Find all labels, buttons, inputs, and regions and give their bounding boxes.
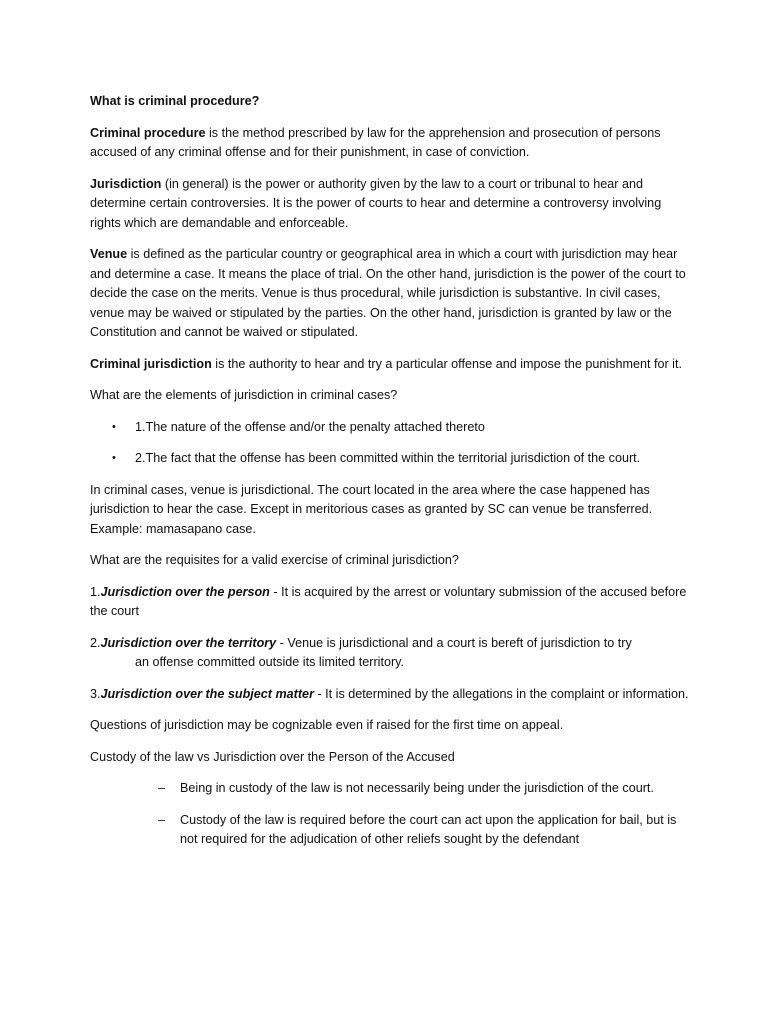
- requisite-text: - Venue is jurisdictional and a court is bereft of jurisdiction to try: [276, 635, 632, 650]
- heading-custody: Custody of the law vs Jurisdiction over the Person of the Accused: [90, 749, 455, 764]
- question-requisites: What are the requisites for a valid exercise of criminal jurisdiction?: [90, 553, 459, 567]
- custody-text: Being in custody of the law is not necessarily being under the jurisdiction of the court.: [180, 781, 654, 795]
- custody-list: [90, 779, 690, 850]
- requisite-number: 2.: [90, 635, 101, 650]
- definition-jurisdiction: (in general) is the power or authority given by the law to a court or tribunal to hear and determine certain controversies. It is the power of courts to hear and determine a controversy involving rights which are demandable and enforceable.: [90, 176, 662, 230]
- term-jurisdiction: Jurisdiction: [90, 176, 162, 191]
- definition-criminal-procedure: is the method prescribed by law for the apprehension and prosecution of persons accused of any criminal offense and for their punishment, in case of conviction.: [90, 125, 661, 159]
- paragraph-venue: [90, 245, 690, 343]
- definition-criminal-jurisdiction: is the authority to hear and try a particular offense and impose the punishment for it.: [211, 356, 682, 371]
- requisite-term: Jurisdiction over the subject matter: [100, 686, 314, 701]
- term-criminal-procedure: Criminal procedure: [90, 125, 206, 140]
- term-venue: Venue: [90, 247, 128, 261]
- requisite-continuation: an offense committed outside its limited territory.: [135, 655, 405, 669]
- paragraph-venue-jurisdictional: In criminal cases, venue is jurisdictional. The court located in the area where the case happened has jurisdiction to hear the case. Except in meritorious cases as granted by SC can venue be transferred. Example: mamasapano case.: [90, 482, 653, 536]
- requisite-subject-matter: [90, 685, 690, 705]
- question-criminal-procedure: What is criminal procedure?: [90, 94, 260, 108]
- document-page: [90, 92, 690, 862]
- definition-venue: is defined as the particular country or geographical area in which a court with jurisdiction may hear and determine a case. It means the place of trial. On the other hand, jurisdiction is the power of the court to decide the case on the merits. Venue is thus procedural, while jurisdiction is substantive. In civil cases, venue may be waived or stipulated by the parties. On the other hand, jurisdiction is granted by law or the Constitution and cannot be waived or stipulated.: [90, 247, 686, 339]
- dash-icon: –: [158, 781, 166, 795]
- bullet-icon: •: [112, 420, 116, 433]
- requisite-number: 1.: [90, 584, 101, 599]
- requisite-territory: [90, 634, 690, 673]
- requisite-person: [90, 583, 690, 622]
- element-text: 2.The fact that the offense has been committed within the territorial jurisdiction of the court.: [135, 451, 641, 465]
- list-item: [90, 418, 690, 438]
- requisite-text: - It is acquired by the arrest or voluntary submission of the accused before the court: [90, 584, 687, 618]
- list-item: [90, 779, 690, 799]
- elements-list: [90, 418, 690, 469]
- requisite-term: Jurisdiction over the person: [100, 584, 270, 599]
- bullet-icon: •: [112, 452, 116, 464]
- dash-icon: –: [158, 812, 166, 827]
- paragraph-questions-jurisdiction: Questions of jurisdiction may be cognizable even if raised for the first time on appeal.: [90, 718, 564, 732]
- requisite-number: 3.: [90, 686, 101, 701]
- element-text: 1.The nature of the offense and/or the penalty attached thereto: [135, 419, 485, 434]
- requisite-term: Jurisdiction over the territory: [100, 635, 277, 650]
- paragraph-criminal-jurisdiction: [90, 355, 690, 375]
- list-item: [90, 811, 690, 850]
- question-elements: What are the elements of jurisdiction in criminal cases?: [90, 388, 398, 402]
- list-item: [90, 449, 690, 469]
- custody-text: Custody of the law is required before the court can act upon the application for bail, but is not required for the adjudication of other reliefs sought by the defendant: [180, 812, 677, 846]
- paragraph-criminal-procedure: [90, 124, 690, 163]
- requisite-text: - It is determined by the allegations in the complaint or information.: [313, 686, 689, 701]
- paragraph-jurisdiction: [90, 175, 690, 234]
- term-criminal-jurisdiction: Criminal jurisdiction: [90, 356, 212, 371]
